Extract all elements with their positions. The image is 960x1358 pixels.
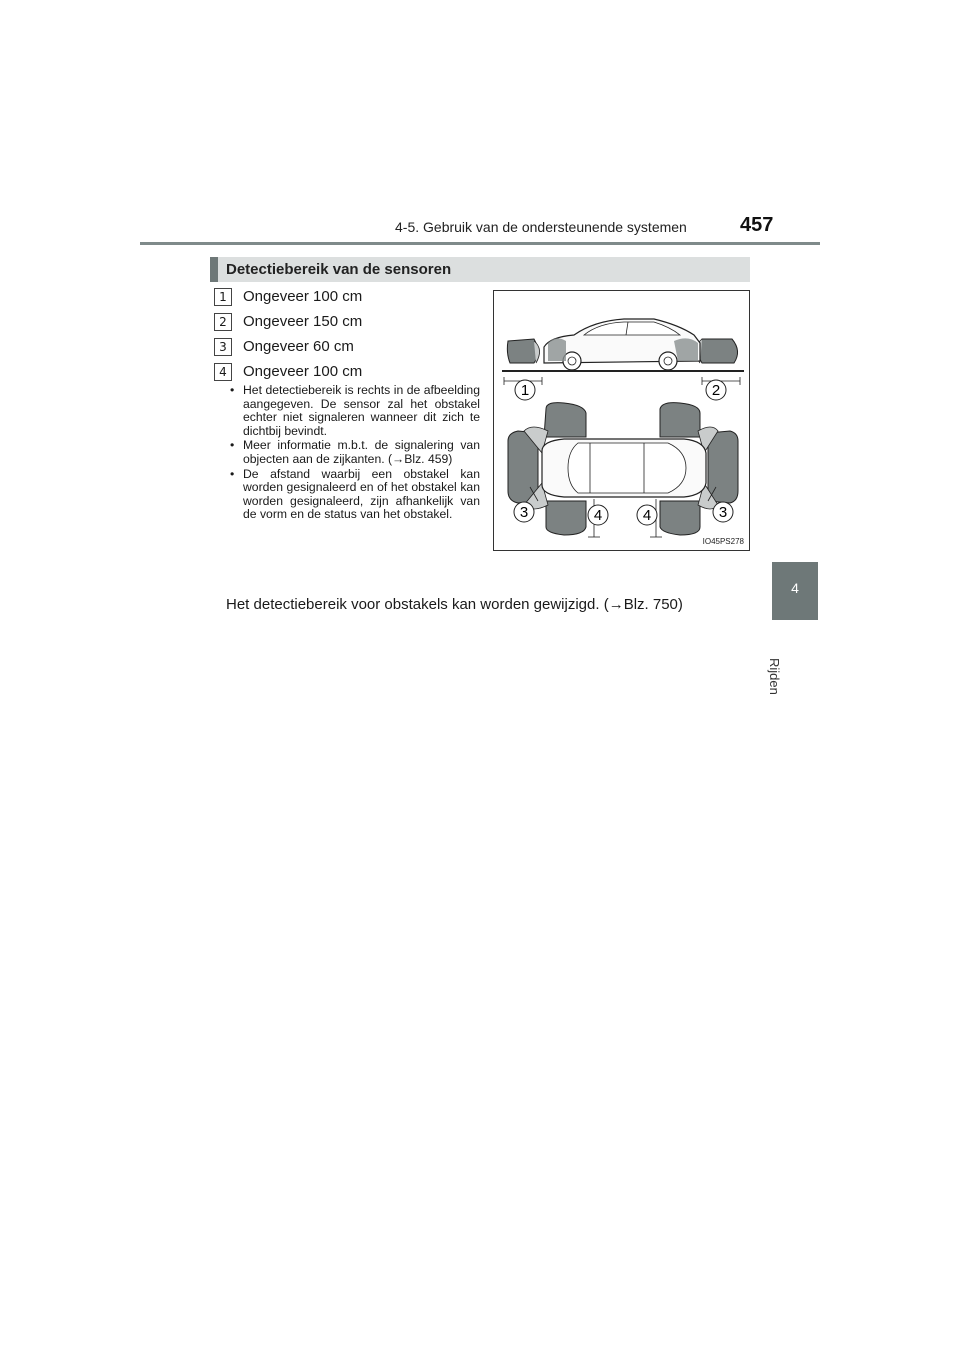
item-text: Ongeveer 100 cm [243,363,363,380]
figure-label: 4 [593,507,603,524]
figure-label: 3 [718,504,728,521]
footnote: Het detectiebereik voor obstakels kan worden gewijzigd. (→Blz. 750) [226,596,683,613]
chapter-label [767,650,820,710]
header-rule [140,242,820,245]
chapter-tab[interactable] [772,562,818,620]
page-number: 457 [740,214,774,236]
item-number-badge: 1 [214,288,232,306]
bullet-item: • Meer informatie m.b.t. de signalering van objecten aan de zijkanten. (→Blz. 459) [230,439,480,466]
section-title: Detectiebereik van de sensoren [226,261,452,278]
sensor-range-figure [493,290,750,551]
header-title: 4-5. Gebruik van de ondersteunende systemen [395,219,687,235]
sensor-range-illustration [494,291,751,552]
item-number-badge: 4 [214,363,232,381]
figure-label: 2 [711,382,721,399]
chapter-tab-number: 4 [791,580,799,596]
figure-code: IO45PS278 [702,537,744,546]
bullet-item: • Het detectiebereik is rechts in de afbeelding aangegeven. De sensor zal het obstakel echter niet signaleren wanneer dit zich te dichtbij bevindt. [230,384,480,438]
bullet-item: • De afstand waarbij een obstakel kan worden gesignaleerd en of het obstakel kan worden gesignaleerd, zijn afhankelijk van de vorm en de status van het obstakel. [230,468,480,522]
chapter-label-text: Rijden [767,658,782,695]
figure-label: 3 [519,504,529,521]
item-number-badge: 3 [214,338,232,356]
section-header [210,257,750,282]
item-text: Ongeveer 150 cm [243,313,363,330]
bullet-list [230,384,480,523]
item-text: Ongeveer 100 cm [243,288,363,305]
item-text: Ongeveer 60 cm [243,338,354,355]
figure-label: 1 [520,382,530,399]
item-number-badge: 2 [214,313,232,331]
figure-label: 4 [642,507,652,524]
